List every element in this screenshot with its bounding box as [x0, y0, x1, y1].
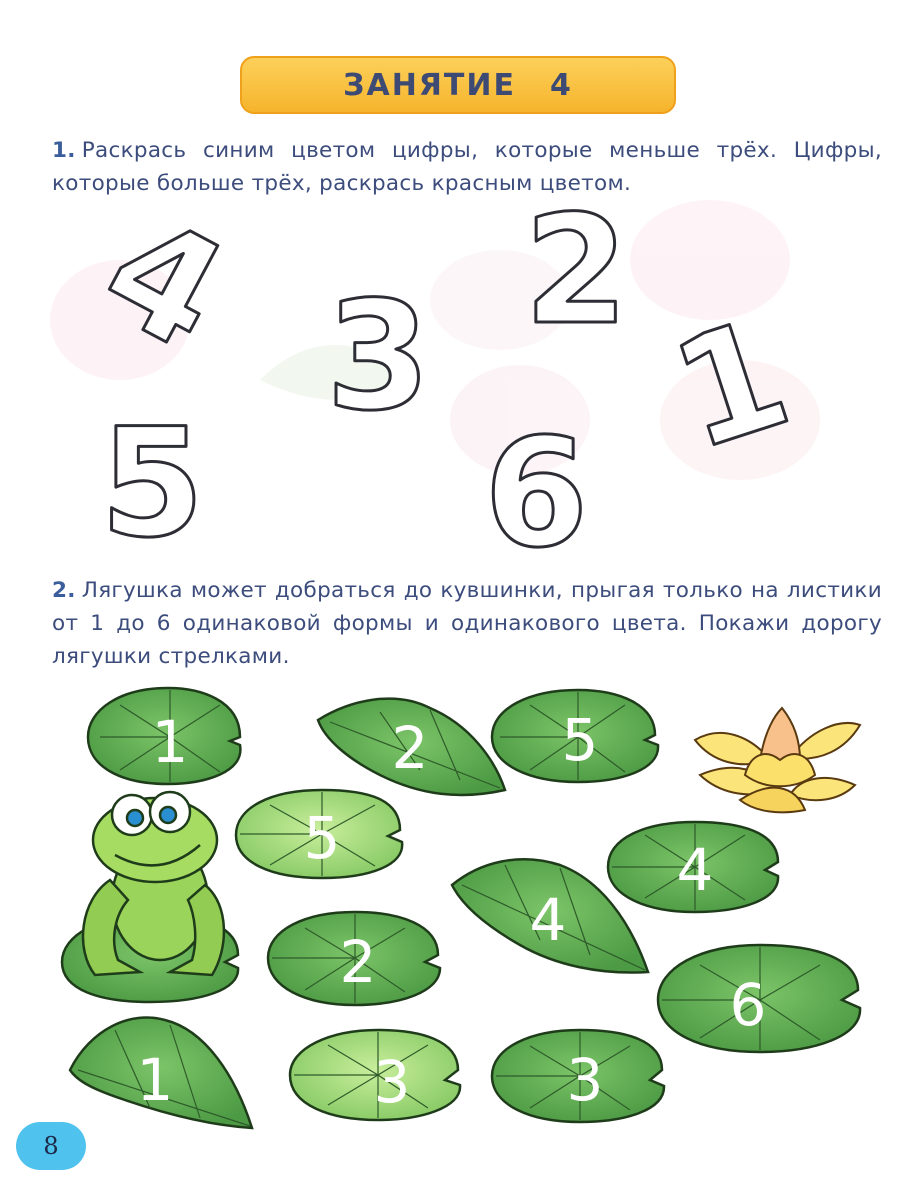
leaf-2-pointed[interactable] — [318, 699, 505, 795]
leaf-label: 1 — [151, 708, 189, 776]
leaf-label: 3 — [373, 1048, 411, 1116]
digit-one[interactable]: 1 — [654, 286, 808, 485]
task-2-number: 2. — [52, 578, 76, 603]
leaf-3-light[interactable] — [290, 1030, 460, 1120]
leaf-label: 4 — [529, 886, 567, 954]
digit-four[interactable]: 4 — [77, 181, 252, 385]
task-2-text: Лягушка может добраться до кувшинки, прыгая только на листики от 1 до 6 одинаковой формы и одинакового цвета. Покажи дорогу лягушки стрелками. — [52, 578, 882, 669]
lesson-header-number: 4 — [549, 67, 573, 103]
leaf-6[interactable] — [658, 945, 860, 1052]
task-2 — [52, 574, 882, 673]
lesson-header-label: ЗАНЯТИЕ — [343, 67, 516, 103]
page-number-badge — [16, 1122, 86, 1170]
leaf-label: 6 — [729, 971, 767, 1039]
leaf-1-pointed[interactable] — [70, 1017, 252, 1128]
leaf-2-round[interactable] — [268, 912, 440, 1005]
leaf-label: 2 — [339, 928, 377, 996]
leaf-label: 4 — [676, 836, 714, 904]
leaf-label: 3 — [566, 1046, 604, 1114]
leaf-5-top[interactable] — [492, 690, 658, 782]
digit-five[interactable]: 5 — [100, 397, 205, 571]
leaf-3-dark[interactable] — [492, 1030, 664, 1122]
page-number: 8 — [43, 1132, 59, 1160]
digit-two[interactable]: 2 — [524, 184, 629, 358]
leaf-5-light[interactable] — [236, 790, 402, 878]
task-1-text: Раскрась синим цветом цифры, которые меньше трёх. Цифры, которые больше трёх, раскрась красным цветом. — [52, 138, 882, 196]
leaf-label: 1 — [136, 1046, 174, 1114]
water-lily-icon — [695, 708, 860, 812]
leaf-label: 5 — [561, 706, 599, 774]
leaf-4-round[interactable] — [608, 822, 778, 912]
leaf-1-top[interactable] — [88, 688, 240, 784]
leaf-label: 5 — [303, 804, 341, 872]
digit-three[interactable]: 3 — [326, 270, 431, 444]
task-1-number: 1. — [52, 138, 76, 163]
digit-six[interactable]: 6 — [484, 407, 589, 581]
frog-icon — [83, 792, 224, 975]
leaf-label: 2 — [391, 714, 429, 782]
